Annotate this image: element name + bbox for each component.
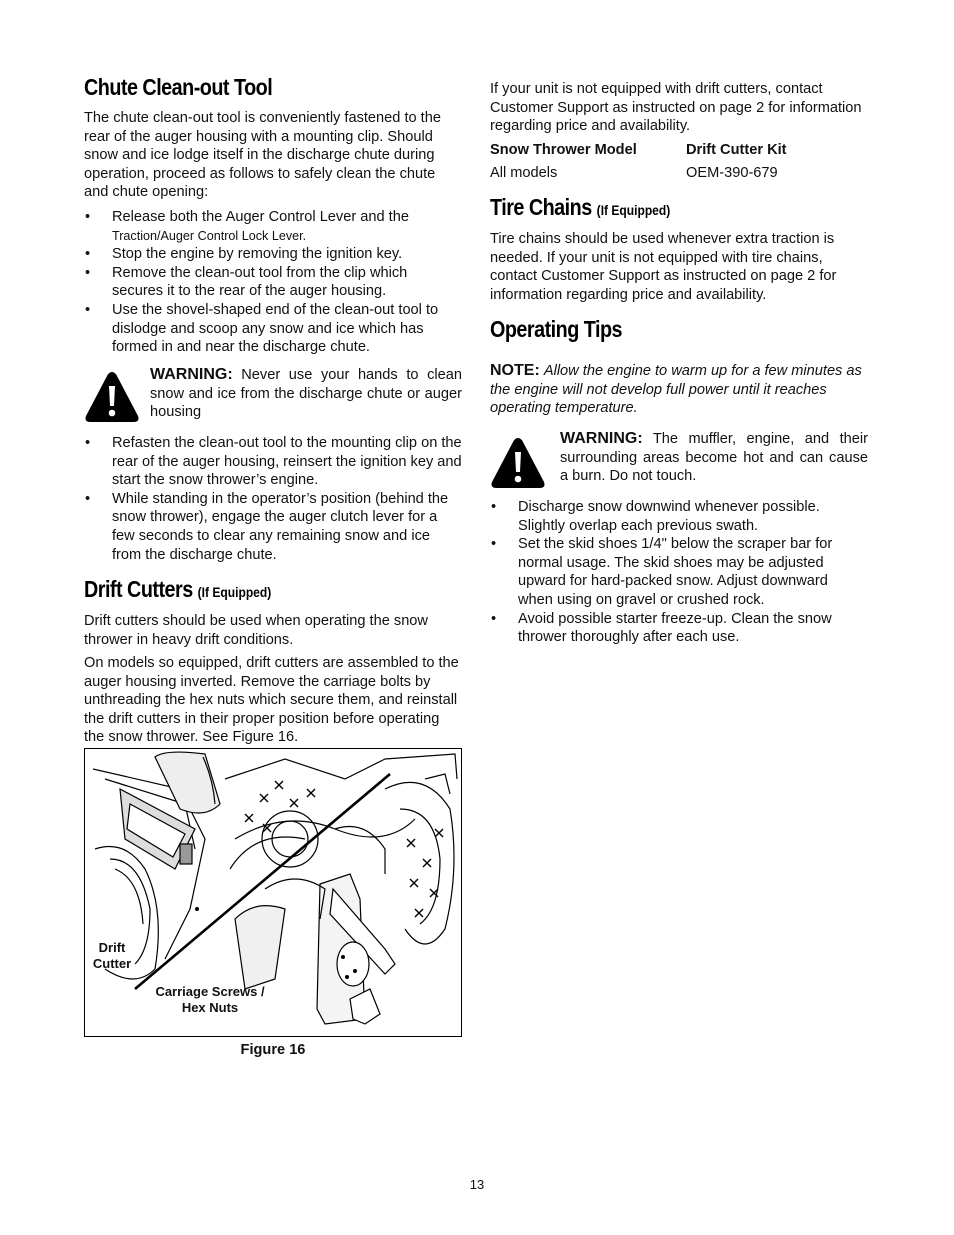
chute-heading: Chute Clean-out Tool (84, 74, 273, 100)
drift-cutter-label: Drift Cutter (92, 940, 132, 971)
figure-16-illustration (84, 748, 462, 1037)
chains-para: Tire chains should be used whenever extra traction is needed. If your unit is not equipped with tire chains, contact Customer Support as instructed on page 2 for information regarding price and availability. (490, 231, 837, 303)
table-header-model: Snow Thrower Model (490, 142, 637, 158)
list-item: • Remove the clean-out tool from the clip which secures it to the rear of the auger housing. (84, 264, 462, 301)
table-row (490, 164, 870, 187)
table-header-kit: Drift Cutter Kit (686, 142, 787, 158)
tips-heading: Operating Tips (490, 316, 622, 342)
drift-para-2: On models so equipped, drift cutters are assembled to the auger housing inverted. Remove the carriage bolts by unthreading the hex nuts which secure them, and reinstall the drift cutters in their proper position before operating the snow thrower. See Figure 16. (84, 655, 459, 746)
carriage-screws-label: Carriage Screws / Hex Nuts (155, 984, 265, 1015)
list-item: • Set the skid shoes 1/4" below the scraper bar for normal usage. The skid shoes may be adjusted upward for hard-packed snow. Adjust downward when using on gravel or crushed rock. (490, 535, 860, 609)
warning-triangle-icon (84, 370, 140, 424)
chute-intro: The chute clean-out tool is conveniently fastened to the rear of the auger housing with a mounting clip. Should snow and ice lodge itself in the discharge chute during operation, proceed as follows to safely clean the chute and chute opening: (84, 110, 441, 201)
chute-steps-list-2 (84, 434, 462, 564)
tips-list (490, 498, 860, 647)
table-cell-kit: OEM-390-679 (686, 165, 778, 181)
drift-cutter-kit-table (490, 141, 870, 187)
warning-text: WARNING: The muffler, engine, and their surrounding areas become hot and can cause a burn. Do not touch. (560, 430, 868, 485)
kit-intro: If your unit is not equipped with drift cutters, contact Customer Support as instructed on page 2 for information regarding price and availability. (490, 81, 862, 135)
list-item: • Release both the Auger Control Lever and the Traction/Auger Control Lock Lever. (84, 208, 462, 245)
warning-text: WARNING: Never use your hands to clean snow and ice from the discharge chute or auger housing (150, 366, 462, 421)
list-item: • While standing in the operator’s position (behind the snow thrower), engage the auger clutch lever for a few seconds to clear any remaining snow and ice from the discharge chute. (84, 490, 462, 564)
chains-heading: Tire Chains (If Equipped) (490, 194, 671, 220)
chute-steps-list (84, 208, 462, 357)
list-item: • Use the shovel-shaped end of the clean-out tool to dislodge and scoop any snow and ice which has formed in and near the discharge chute. (84, 301, 462, 357)
table-header-row (490, 141, 870, 164)
drift-para-1: Drift cutters should be used when operating the snow thrower in heavy drift conditions. (84, 613, 428, 648)
list-item: • Avoid possible starter freeze-up. Clean the snow thrower thoroughly after each use. (490, 610, 860, 647)
figure-caption: Figure 16 (240, 1042, 306, 1058)
table-cell-model: All models (490, 165, 558, 181)
list-item: • Refasten the clean-out tool to the mounting clip on the rear of the auger housing, reinsert the ignition key and start the snow thrower’s engine. (84, 434, 462, 490)
page-number: 13 (469, 1177, 485, 1192)
drift-heading: Drift Cutters (If Equipped) (84, 576, 272, 602)
list-item: • Discharge snow downwind whenever possible. Slightly overlap each previous swath. (490, 498, 860, 535)
warning-triangle-icon (490, 436, 546, 490)
list-item: • Stop the engine by removing the ignition key. (84, 245, 462, 264)
tips-note: NOTE: Allow the engine to warm up for a few minutes as the engine will not develop full power until it reaches operating temperature. (490, 362, 862, 417)
chute-warning (84, 366, 462, 424)
tips-warning (490, 430, 870, 490)
